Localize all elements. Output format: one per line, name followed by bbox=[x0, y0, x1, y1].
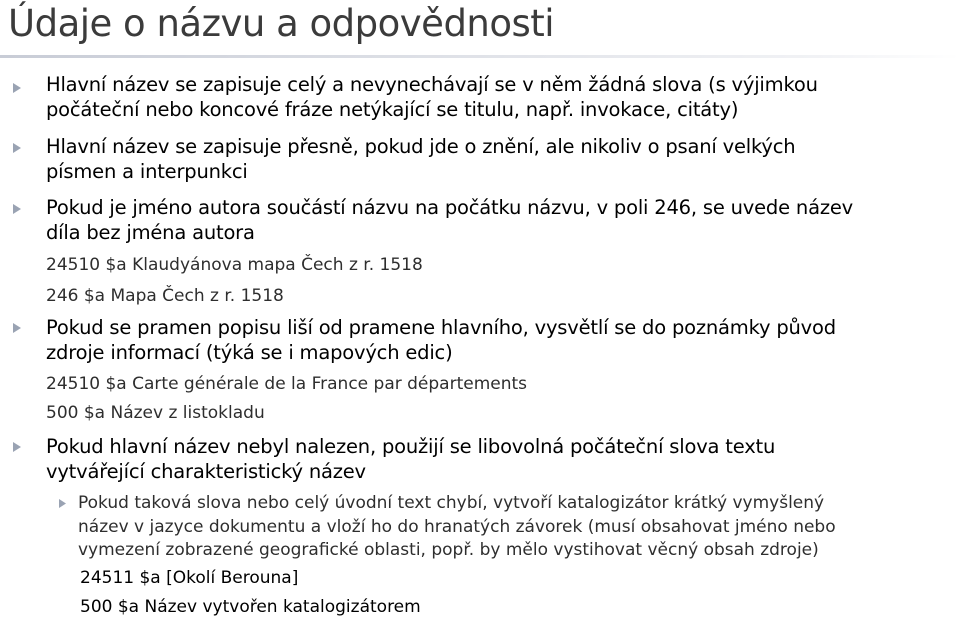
bullet-line: Hlavní název se zapisuje přesně, pokud jde o znění, ale nikoliv o psaní velkých bbox=[46, 135, 796, 158]
bullet-line: díla bez jména autora bbox=[46, 221, 255, 244]
bullet-arrow-icon bbox=[12, 142, 22, 154]
bullet-text bbox=[46, 315, 946, 365]
bullet-text bbox=[46, 195, 946, 245]
bullet-line: Pokud se pramen popisu liší od pramene hlavního, vysvětlí se do poznámky původ bbox=[46, 316, 836, 339]
bullet-arrow-icon bbox=[12, 203, 22, 215]
bullet-arrow-icon bbox=[12, 322, 22, 334]
sub-example-line: 24511 $a [Okolí Berouna] bbox=[80, 568, 299, 588]
bullet-arrow-icon bbox=[12, 82, 22, 94]
bullet-line: vytvářející charakteristický název bbox=[46, 460, 366, 483]
bullet-line: Pokud je jméno autora součástí názvu na počátku názvu, v poli 246, se uvede název bbox=[46, 196, 853, 219]
title-divider bbox=[0, 55, 960, 58]
example-line: 24510 $a Klaudyánova mapa Čech z r. 1518 bbox=[46, 255, 423, 275]
bullet-line: Pokud hlavní název nebyl nalezen, použijí se libovolná počáteční slova textu bbox=[46, 435, 776, 458]
bullet-arrow-icon bbox=[12, 441, 22, 453]
example-line: 246 $a Mapa Čech z r. 1518 bbox=[46, 286, 284, 306]
bullet-text bbox=[46, 72, 946, 122]
example-line: 24510 $a Carte générale de la France par départements bbox=[46, 374, 528, 394]
sub-bullet-line: Pokud taková slova nebo celý úvodní text chybí, vytvoří katalogizátor krátký vymyšlený bbox=[78, 493, 825, 513]
sub-bullet-text bbox=[78, 492, 948, 563]
bullet-line: Hlavní název se zapisuje celý a nevynechávají se v něm žádná slova (s výjimkou bbox=[46, 73, 818, 96]
bullet-line: písmen a interpunkci bbox=[46, 160, 248, 183]
sub-bullet-line: vymezení zobrazené geografické oblasti, popř. by mělo vystihovat věcný obsah zdroje) bbox=[78, 540, 819, 560]
example-line: 500 $a Název z listokladu bbox=[46, 403, 265, 423]
slide-title: Údaje o názvu a odpovědnosti bbox=[8, 2, 555, 45]
bullet-text bbox=[46, 134, 946, 184]
bullet-text bbox=[46, 434, 946, 484]
sub-bullet-arrow-icon bbox=[58, 498, 67, 509]
bullet-line: zdroje informací (týká se i mapových edic) bbox=[46, 341, 453, 364]
sub-bullet-line: název v jazyce dokumentu a vloží ho do hranatých závorek (musí obsahovat jméno nebo bbox=[78, 516, 836, 537]
bullet-line: počáteční nebo koncové fráze netýkající se titulu, např. invokace, citáty) bbox=[46, 98, 739, 121]
sub-example-line: 500 $a Název vytvořen katalogizátorem bbox=[80, 597, 421, 617]
